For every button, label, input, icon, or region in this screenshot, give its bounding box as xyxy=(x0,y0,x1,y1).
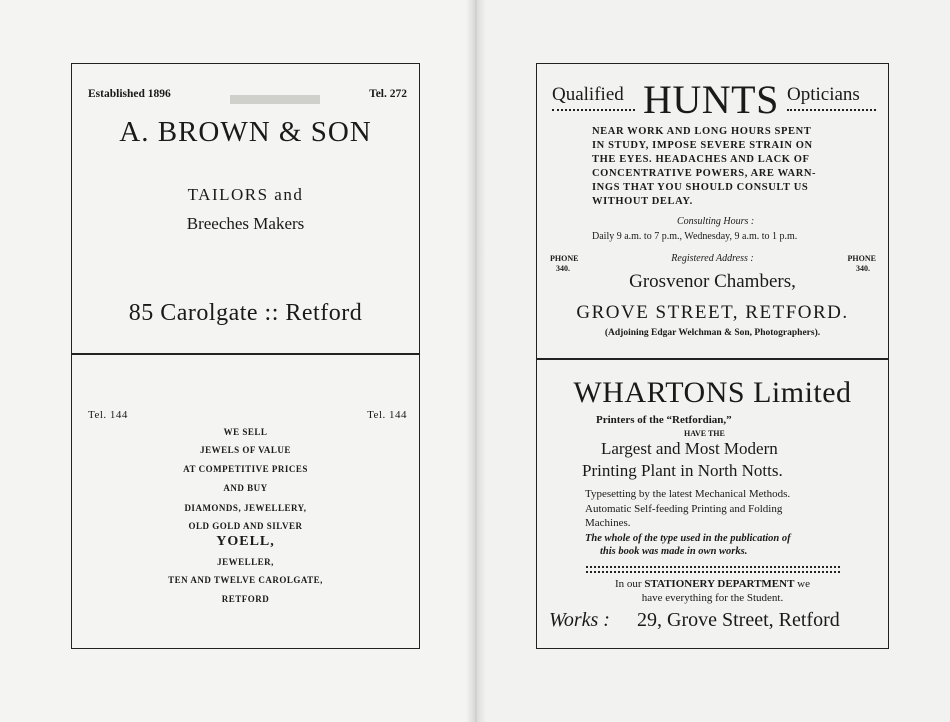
brown-company-name: A. BROWN & SON xyxy=(119,116,372,148)
brown-established: Established 1896 xyxy=(88,88,171,100)
hunts-advert xyxy=(536,63,889,360)
brown-advert xyxy=(71,63,420,355)
whartons-dotted-rule-2 xyxy=(586,571,840,573)
hunts-address-line2: GROVE STREET, RETFORD. xyxy=(576,302,849,323)
hunts-body-line: WITHOUT DELAY. xyxy=(592,196,693,207)
yoell-line: WE SELL xyxy=(223,427,268,437)
hunts-hours-label: Consulting Hours : xyxy=(677,216,755,227)
hunts-dotted-rule-right xyxy=(787,109,876,111)
brown-trade-line2: Breeches Makers xyxy=(186,214,305,233)
hunts-body-line: NEAR WORK AND LONG HOURS SPENT xyxy=(592,126,812,137)
book-gutter xyxy=(466,0,486,722)
whartons-whole-line2: this book was made in own works. xyxy=(600,546,748,557)
yoell-line: JEWELS OF VALUE xyxy=(200,445,291,455)
yoell-line: OLD GOLD AND SILVER xyxy=(188,521,303,531)
hunts-address-line1: Grosvenor Chambers, xyxy=(629,271,796,292)
hunts-phone-label-right: PHONE xyxy=(847,254,876,263)
yoell-address-line2: RETFORD xyxy=(221,594,270,604)
yoell-name: YOELL, xyxy=(216,534,275,549)
whartons-automatic-line2: Machines. xyxy=(585,517,631,529)
whartons-stationery-dept: STATIONERY DEPARTMENT xyxy=(644,578,795,590)
brown-address: 85 Carolgate :: Retford xyxy=(128,300,363,326)
whartons-works-label: Works : xyxy=(549,609,610,631)
whartons-have-the: HAVE THE xyxy=(684,429,725,438)
hunts-phone-number-right: 340. xyxy=(856,264,870,273)
hunts-phone-label-left: PHONE xyxy=(550,254,579,263)
hunts-adjoining-note: (Adjoining Edgar Welchman & Son, Photographers). xyxy=(604,328,821,338)
whartons-stationery-pre: In our xyxy=(615,578,642,590)
hunts-body-line: THE EYES. HEADACHES AND LACK OF xyxy=(592,154,810,165)
whartons-stationery-post: we xyxy=(797,578,810,590)
yoell-telephone-right: Tel. 144 xyxy=(367,409,407,421)
whartons-stationery-line1 xyxy=(537,578,888,590)
hunts-body-line: CONCENTRATIVE POWERS, ARE WARN- xyxy=(592,168,817,179)
brown-telephone: Tel. 272 xyxy=(369,88,407,100)
yoell-advert xyxy=(71,353,420,649)
hunts-hours: Daily 9 a.m. to 7 p.m., Wednesday, 9 a.m. to 1 p.m. xyxy=(592,231,798,242)
show-through-shadow: ▬▬▬ xyxy=(230,78,320,111)
whartons-plant: Printing Plant in North Notts. xyxy=(582,461,783,480)
yoell-line: AND BUY xyxy=(223,483,268,493)
whartons-automatic-line1: Automatic Self-feeding Printing and Folding xyxy=(585,503,783,515)
hunts-opticians: Opticians xyxy=(787,84,860,105)
whartons-name: WHARTONS Limited xyxy=(573,376,852,409)
whartons-typesetting: Typesetting by the latest Mechanical Methods. xyxy=(585,488,791,500)
whartons-largest: Largest and Most Modern xyxy=(601,439,778,458)
brown-trade-line1: TAILORS and xyxy=(187,185,304,204)
hunts-name: HUNTS xyxy=(643,77,779,122)
whartons-dotted-rule-1 xyxy=(586,566,840,568)
hunts-dotted-rule-left xyxy=(552,109,635,111)
whartons-whole-line1: The whole of the type used in the publication of xyxy=(585,533,791,544)
hunts-phone-number-left: 340. xyxy=(556,264,570,273)
yoell-address-line1: TEN AND TWELVE CAROLGATE, xyxy=(168,575,323,585)
hunts-registered-label: Registered Address : xyxy=(671,253,754,264)
hunts-qualified: Qualified xyxy=(552,84,624,105)
yoell-line: AT COMPETITIVE PRICES xyxy=(183,464,308,474)
yoell-line: DIAMONDS, JEWELLERY, xyxy=(184,503,307,513)
whartons-printers-line: Printers of the “Retfordian,” xyxy=(596,414,732,426)
yoell-telephone-left: Tel. 144 xyxy=(88,409,128,421)
hunts-body-line: INGS THAT YOU SHOULD CONSULT US xyxy=(592,182,809,193)
yoell-trade: JEWELLER, xyxy=(217,557,274,567)
whartons-advert xyxy=(536,358,889,649)
whartons-works-address: 29, Grove Street, Retford xyxy=(637,609,840,631)
whartons-stationery-line2: have everything for the Student. xyxy=(641,592,784,604)
hunts-body-line: IN STUDY, IMPOSE SEVERE STRAIN ON xyxy=(592,140,813,151)
